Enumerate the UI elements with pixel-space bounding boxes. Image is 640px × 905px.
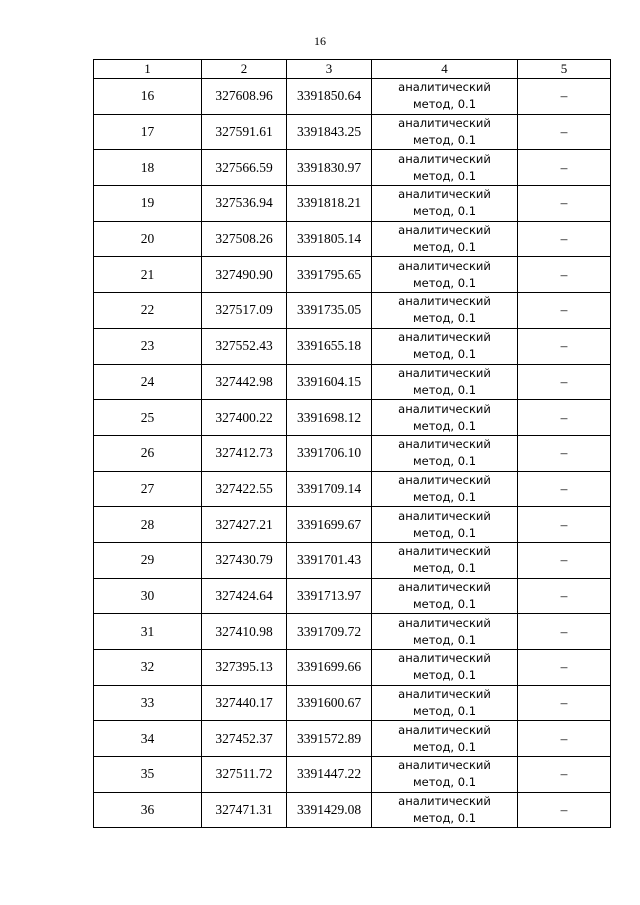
note-cell: – (518, 507, 611, 543)
table-row (94, 328, 611, 364)
point-number-cell: 36 (94, 792, 202, 828)
note-cell: – (518, 364, 611, 400)
note-cell: – (518, 293, 611, 329)
y-coordinate-cell: 3391699.66 (287, 650, 372, 686)
method-line-2: метод, 0.1 (412, 418, 477, 433)
method-cell (372, 721, 518, 757)
table-row (94, 685, 611, 721)
x-coordinate-cell: 327508.26 (202, 221, 287, 257)
table-row (94, 150, 611, 186)
column-header-5: 5 (518, 60, 611, 79)
x-coordinate-cell: 327442.98 (202, 364, 287, 400)
method-line-2: метод, 0.1 (412, 596, 477, 611)
method-line-2: метод, 0.1 (412, 97, 477, 112)
method-line-1: аналитический (398, 615, 491, 630)
table-row (94, 507, 611, 543)
method-line-1: аналитический (398, 294, 491, 309)
point-number-cell: 32 (94, 650, 202, 686)
method-cell (372, 757, 518, 793)
x-coordinate-cell: 327511.72 (202, 757, 287, 793)
method-cell (372, 685, 518, 721)
column-header-4: 4 (372, 60, 518, 79)
method-line-1: аналитический (398, 401, 491, 416)
point-number-cell: 17 (94, 114, 202, 150)
table-row (94, 79, 611, 115)
method-cell (372, 293, 518, 329)
point-number-cell: 34 (94, 721, 202, 757)
y-coordinate-cell: 3391604.15 (287, 364, 372, 400)
point-number-cell: 28 (94, 507, 202, 543)
method-line-1: аналитический (398, 758, 491, 773)
table-row (94, 614, 611, 650)
method-cell (372, 650, 518, 686)
method-line-1: аналитический (398, 687, 491, 702)
point-number-cell: 23 (94, 328, 202, 364)
table-row (94, 578, 611, 614)
x-coordinate-cell: 327566.59 (202, 150, 287, 186)
note-cell: – (518, 614, 611, 650)
method-line-1: аналитический (398, 365, 491, 380)
method-cell (372, 792, 518, 828)
method-line-2: метод, 0.1 (412, 454, 477, 469)
method-line-2: метод, 0.1 (412, 347, 477, 362)
x-coordinate-cell: 327490.90 (202, 257, 287, 293)
table-row (94, 650, 611, 686)
x-coordinate-cell: 327410.98 (202, 614, 287, 650)
note-cell: – (518, 578, 611, 614)
note-cell: – (518, 650, 611, 686)
header-row (94, 60, 611, 79)
method-cell (372, 435, 518, 471)
method-line-1: аналитический (398, 472, 491, 487)
method-line-1: аналитический (398, 794, 491, 809)
x-coordinate-cell: 327422.55 (202, 471, 287, 507)
method-cell (372, 328, 518, 364)
note-cell: – (518, 328, 611, 364)
y-coordinate-cell: 3391447.22 (287, 757, 372, 793)
note-cell: – (518, 542, 611, 578)
y-coordinate-cell: 3391709.14 (287, 471, 372, 507)
method-cell (372, 507, 518, 543)
method-line-2: метод, 0.1 (412, 204, 477, 219)
note-cell: – (518, 79, 611, 115)
note-cell: – (518, 150, 611, 186)
column-header-1: 1 (94, 60, 202, 79)
y-coordinate-cell: 3391709.72 (287, 614, 372, 650)
x-coordinate-cell: 327591.61 (202, 114, 287, 150)
point-number-cell: 35 (94, 757, 202, 793)
method-line-2: метод, 0.1 (412, 311, 477, 326)
x-coordinate-cell: 327395.13 (202, 650, 287, 686)
point-number-cell: 25 (94, 400, 202, 436)
method-line-1: аналитический (398, 223, 491, 238)
y-coordinate-cell: 3391805.14 (287, 221, 372, 257)
x-coordinate-cell: 327430.79 (202, 542, 287, 578)
note-cell: – (518, 435, 611, 471)
y-coordinate-cell: 3391429.08 (287, 792, 372, 828)
x-coordinate-cell: 327424.64 (202, 578, 287, 614)
method-line-2: метод, 0.1 (412, 668, 477, 683)
method-cell (372, 150, 518, 186)
method-line-2: метод, 0.1 (412, 525, 477, 540)
method-cell (372, 114, 518, 150)
y-coordinate-cell: 3391830.97 (287, 150, 372, 186)
point-number-cell: 22 (94, 293, 202, 329)
point-number-cell: 27 (94, 471, 202, 507)
table-row (94, 542, 611, 578)
point-number-cell: 19 (94, 186, 202, 222)
table-row (94, 435, 611, 471)
table-row (94, 757, 611, 793)
column-header-2: 2 (202, 60, 287, 79)
method-line-1: аналитический (398, 258, 491, 273)
method-cell (372, 364, 518, 400)
method-line-2: метод, 0.1 (412, 561, 477, 576)
y-coordinate-cell: 3391706.10 (287, 435, 372, 471)
method-line-2: метод, 0.1 (412, 168, 477, 183)
method-cell (372, 400, 518, 436)
x-coordinate-cell: 327536.94 (202, 186, 287, 222)
point-number-cell: 31 (94, 614, 202, 650)
point-number-cell: 26 (94, 435, 202, 471)
method-line-2: метод, 0.1 (412, 240, 477, 255)
method-cell (372, 186, 518, 222)
y-coordinate-cell: 3391655.18 (287, 328, 372, 364)
point-number-cell: 21 (94, 257, 202, 293)
method-line-2: метод, 0.1 (412, 382, 477, 397)
x-coordinate-cell: 327471.31 (202, 792, 287, 828)
note-cell: – (518, 757, 611, 793)
method-line-1: аналитический (398, 330, 491, 345)
method-line-2: метод, 0.1 (412, 775, 477, 790)
y-coordinate-cell: 3391795.65 (287, 257, 372, 293)
note-cell: – (518, 186, 611, 222)
point-number-cell: 30 (94, 578, 202, 614)
method-line-2: метод, 0.1 (412, 489, 477, 504)
y-coordinate-cell: 3391735.05 (287, 293, 372, 329)
note-cell: – (518, 114, 611, 150)
method-line-1: аналитический (398, 544, 491, 559)
y-coordinate-cell: 3391843.25 (287, 114, 372, 150)
y-coordinate-cell: 3391818.21 (287, 186, 372, 222)
point-number-cell: 20 (94, 221, 202, 257)
method-cell (372, 578, 518, 614)
point-number-cell: 18 (94, 150, 202, 186)
note-cell: – (518, 400, 611, 436)
method-cell (372, 542, 518, 578)
y-coordinate-cell: 3391713.97 (287, 578, 372, 614)
x-coordinate-cell: 327412.73 (202, 435, 287, 471)
note-cell: – (518, 721, 611, 757)
table-body (94, 79, 611, 828)
table-row (94, 471, 611, 507)
x-coordinate-cell: 327608.96 (202, 79, 287, 115)
method-line-2: метод, 0.1 (412, 133, 477, 148)
page-number: 16 (314, 34, 326, 48)
y-coordinate-cell: 3391698.12 (287, 400, 372, 436)
note-cell: – (518, 471, 611, 507)
x-coordinate-cell: 327400.22 (202, 400, 287, 436)
x-coordinate-cell: 327440.17 (202, 685, 287, 721)
method-line-1: аналитический (398, 187, 491, 202)
method-cell (372, 257, 518, 293)
table-row (94, 721, 611, 757)
method-line-2: метод, 0.1 (412, 739, 477, 754)
point-number-cell: 16 (94, 79, 202, 115)
x-coordinate-cell: 327452.37 (202, 721, 287, 757)
table-row (94, 186, 611, 222)
note-cell: – (518, 221, 611, 257)
method-cell (372, 614, 518, 650)
y-coordinate-cell: 3391850.64 (287, 79, 372, 115)
method-line-2: метод, 0.1 (412, 632, 477, 647)
table-row (94, 400, 611, 436)
table-row (94, 114, 611, 150)
coordinates-table (93, 59, 611, 828)
method-line-2: метод, 0.1 (412, 704, 477, 719)
method-cell (372, 471, 518, 507)
note-cell: – (518, 685, 611, 721)
table-row (94, 257, 611, 293)
method-line-1: аналитический (398, 579, 491, 594)
y-coordinate-cell: 3391699.67 (287, 507, 372, 543)
method-line-2: метод, 0.1 (412, 811, 477, 826)
point-number-cell: 33 (94, 685, 202, 721)
table-row (94, 792, 611, 828)
x-coordinate-cell: 327552.43 (202, 328, 287, 364)
method-cell (372, 221, 518, 257)
method-line-1: аналитический (398, 80, 491, 95)
method-line-1: аналитический (398, 151, 491, 166)
table-row (94, 221, 611, 257)
y-coordinate-cell: 3391701.43 (287, 542, 372, 578)
method-line-1: аналитический (398, 651, 491, 666)
x-coordinate-cell: 327427.21 (202, 507, 287, 543)
x-coordinate-cell: 327517.09 (202, 293, 287, 329)
method-line-1: аналитический (398, 508, 491, 523)
note-cell: – (518, 792, 611, 828)
note-cell: – (518, 257, 611, 293)
y-coordinate-cell: 3391600.67 (287, 685, 372, 721)
table-row (94, 364, 611, 400)
table-row (94, 293, 611, 329)
point-number-cell: 24 (94, 364, 202, 400)
column-header-3: 3 (287, 60, 372, 79)
method-line-2: метод, 0.1 (412, 275, 477, 290)
point-number-cell: 29 (94, 542, 202, 578)
method-line-1: аналитический (398, 722, 491, 737)
table-header (94, 60, 611, 79)
method-line-1: аналитический (398, 116, 491, 131)
method-line-1: аналитический (398, 437, 491, 452)
y-coordinate-cell: 3391572.89 (287, 721, 372, 757)
method-cell (372, 79, 518, 115)
